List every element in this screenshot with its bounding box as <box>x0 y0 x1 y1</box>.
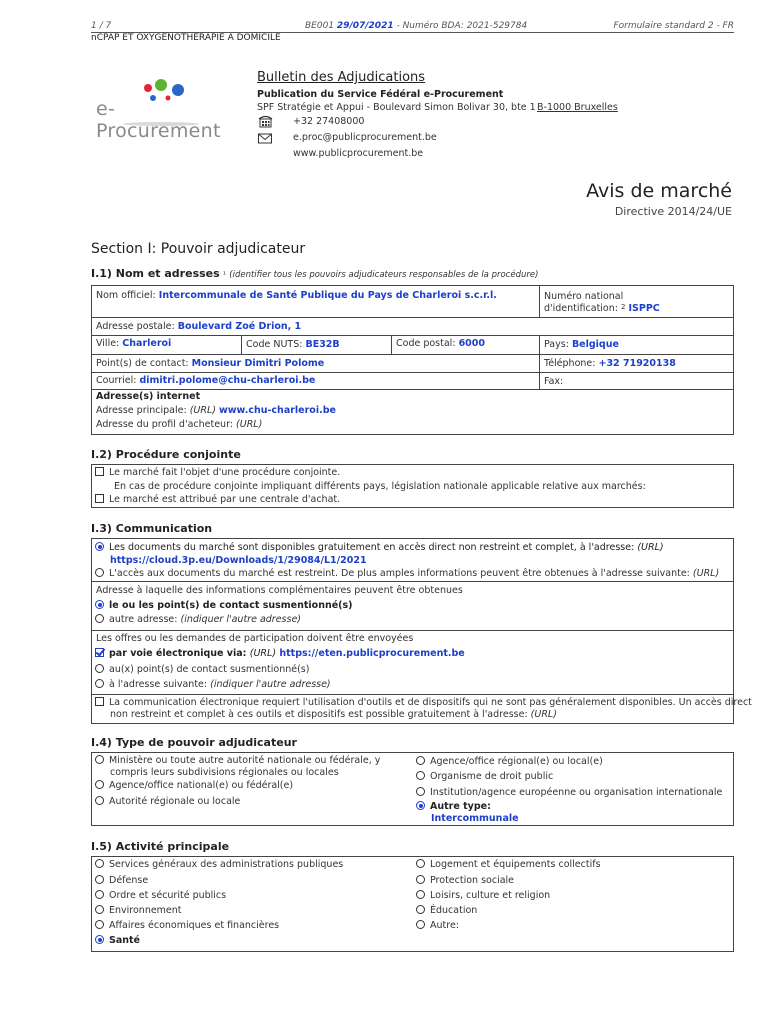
authority-type-other-option[interactable] <box>416 801 491 812</box>
offers-electronic-url-label: (URL) <box>249 648 277 659</box>
document-subtitle: nCPAP ET OXYGENOTHERAPIE A DOMICILE <box>91 33 281 43</box>
reference-number: - Numéro BDA: 2021-529784 <box>396 21 528 31</box>
activity-public-order-option[interactable] <box>95 890 226 901</box>
table-rule <box>91 354 734 355</box>
info-other-address-option[interactable] <box>95 614 301 625</box>
activity-defence-option[interactable] <box>95 875 148 886</box>
publisher-city: B-1000 Bruxelles <box>537 102 618 113</box>
postal-address-label: Adresse postale: <box>96 321 175 332</box>
section-title: Section I: Pouvoir adjudicateur <box>91 241 306 257</box>
offers-electronic-url[interactable]: https://eten.publicprocurement.be <box>279 648 465 659</box>
town-row <box>96 338 171 349</box>
offers-contact-point-radio[interactable] <box>95 664 104 673</box>
docs-restricted-radio[interactable] <box>95 568 104 577</box>
activity-general-services-radio[interactable] <box>95 859 104 868</box>
i3-heading: I.3) Communication <box>91 522 213 535</box>
reference-date: 29/07/2021 <box>336 21 394 31</box>
postal-code-label: Code postal: <box>396 338 456 349</box>
publisher-website[interactable]: www.publicprocurement.be <box>293 148 424 159</box>
table-rule <box>391 335 392 354</box>
i1-heading-line <box>91 267 538 280</box>
internet-addresses-title: Adresse(s) internet <box>96 391 201 402</box>
activity-environment-label: Environnement <box>109 905 182 916</box>
table-rule <box>91 372 734 373</box>
activity-other-radio[interactable] <box>416 920 425 929</box>
authority-type-regional-radio[interactable] <box>95 796 104 805</box>
i1-note: (identifier tous les pouvoirs adjudicateurs responsables de la procédure) <box>229 270 539 280</box>
table-rule <box>91 630 734 631</box>
offers-contact-point-label: au(x) point(s) de contact susmentionné(s) <box>109 664 310 675</box>
additional-info-title: Adresse à laquelle des informations complémentaires peuvent être obtenues <box>96 585 463 596</box>
logo-text: e-Procurement <box>96 98 221 142</box>
activity-other-label: Autre: <box>430 920 459 931</box>
tools-checkbox[interactable] <box>95 697 104 706</box>
joint-procurement-note: En cas de procédure conjointe impliquant différents pays, législation nationale applicable relative aux marchés: <box>114 481 646 492</box>
activity-social-protection-label: Protection sociale <box>430 875 515 886</box>
offers-electronic-checkbox[interactable] <box>95 648 104 657</box>
i5-heading: I.5) Activité principale <box>91 840 230 853</box>
main-activity-box <box>91 856 734 952</box>
authority-type-regional-option[interactable] <box>95 796 240 807</box>
activity-health-radio[interactable] <box>95 935 104 944</box>
i4-heading: I.4) Type de pouvoir adjudicateur <box>91 736 297 749</box>
joint-procurement-label: Le marché fait l'objet d'une procédure conjointe. <box>109 467 341 478</box>
authority-type-european-option[interactable] <box>416 787 722 798</box>
authority-type-national-agency-radio[interactable] <box>95 780 104 789</box>
activity-defence-radio[interactable] <box>95 875 104 884</box>
authority-type-national-agency-option[interactable] <box>95 780 293 791</box>
authority-type-ministry-label: Ministère ou toute autre autorité nationale ou fédérale, y <box>109 755 381 766</box>
nuts-value: BE32B <box>305 339 340 350</box>
tools-line2 <box>110 709 557 720</box>
buyer-profile-row <box>96 419 262 430</box>
activity-economic-option[interactable] <box>95 920 279 931</box>
reference-line <box>305 21 527 31</box>
envelope-icon <box>258 133 272 147</box>
table-rule <box>91 389 734 390</box>
publisher-address: SPF Stratégie et Appui - Boulevard Simon Bolivar 30, bte 1 <box>257 102 536 113</box>
country-value: Belgique <box>571 339 619 350</box>
activity-health-label: Santé <box>109 935 141 946</box>
central-purchasing-label: Le marché est attribué par une centrale d'achat. <box>109 494 341 505</box>
docs-restricted-option[interactable] <box>95 568 719 579</box>
national-id-label-1: Numéro national <box>544 291 624 302</box>
nuts-row <box>246 339 340 350</box>
bulletin-title: Bulletin des Adjudications <box>257 70 426 85</box>
activity-defence-label: Défense <box>109 875 149 886</box>
fax-label: Fax: <box>544 376 564 387</box>
offers-electronic-label: par voie électronique via: <box>109 648 247 659</box>
table-rule <box>241 335 242 354</box>
activity-general-services-label: Services généraux des administrations publiques <box>109 859 344 870</box>
activity-public-order-label: Ordre et sécurité publics <box>109 890 227 901</box>
table-rule <box>91 694 734 695</box>
activity-health-option[interactable] <box>95 935 140 946</box>
offers-contact-point-option[interactable] <box>95 664 309 675</box>
docs-available-radio[interactable] <box>95 542 104 551</box>
joint-procurement-checkbox[interactable] <box>95 467 104 476</box>
contact-point-row <box>96 358 324 369</box>
postal-address-row <box>96 321 301 332</box>
telephone-row <box>544 358 676 369</box>
tools-option[interactable] <box>95 697 752 708</box>
activity-housing-radio[interactable] <box>416 859 425 868</box>
town-label: Ville: <box>96 338 120 349</box>
offers-address-option[interactable] <box>95 679 331 690</box>
docs-available-label: Les documents du marché sont disponibles gratuitement en accès direct non restreint et complet, à l'adresse: <box>109 542 635 553</box>
authority-type-other-value: Intercommunale <box>431 813 519 824</box>
table-rule <box>539 285 540 317</box>
offers-title: Les offres ou les demandes de participation doivent être envoyées <box>96 633 414 644</box>
email-value[interactable]: dimitri.polome@chu-charleroi.be <box>139 375 316 386</box>
notice-title: Avis de marché <box>586 180 732 202</box>
authority-type-ministry-label-2: compris leurs subdivisions régionales ou locales <box>110 767 339 778</box>
authority-type-ministry-radio[interactable] <box>95 755 104 764</box>
activity-other-option[interactable] <box>416 920 459 931</box>
i1-heading: I.1) Nom et adresses <box>91 267 220 280</box>
docs-restricted-label: L'accès aux documents du marché est restreint. De plus amples informations peuvent être obtenues à l'adresse suivante: <box>109 568 690 579</box>
activity-environment-radio[interactable] <box>95 905 104 914</box>
table-rule <box>91 335 734 336</box>
publisher-email[interactable]: e.proc@publicprocurement.be <box>293 132 437 143</box>
offers-address-radio[interactable] <box>95 679 104 688</box>
buyer-profile-url-label: (URL) <box>236 419 263 430</box>
e-procurement-logo <box>96 76 226 142</box>
activity-recreation-option[interactable] <box>416 890 550 901</box>
offers-address-label: à l'adresse suivante: <box>109 679 208 690</box>
tools-url-label: (URL) <box>530 709 557 720</box>
authority-type-ministry-option[interactable] <box>95 755 380 766</box>
docs-available-option[interactable] <box>95 542 664 553</box>
activity-economic-label: Affaires économiques et financières <box>109 920 280 931</box>
tools-label-line2: non restreint et complet à ces outils et dispositifs est possible gratuitement à l'adresse: <box>110 709 528 720</box>
postal-code-row <box>396 338 485 349</box>
buyer-profile-label: Adresse du profil d'acheteur: <box>96 419 234 430</box>
town-value: Charleroi <box>122 338 172 349</box>
activity-recreation-radio[interactable] <box>416 890 425 899</box>
activity-environment-option[interactable] <box>95 905 182 916</box>
notice-directive: Directive 2014/24/UE <box>614 205 732 218</box>
i1-footnote-mark: ¹ <box>222 270 227 279</box>
activity-education-option[interactable] <box>416 905 477 916</box>
reference-prefix: BE001 <box>305 21 335 31</box>
national-id-label-2: d'identification: <box>544 303 618 314</box>
national-id-row <box>544 303 660 314</box>
activity-education-radio[interactable] <box>416 905 425 914</box>
authority-type-regional-agency-option[interactable] <box>416 756 603 767</box>
table-rule <box>91 317 734 318</box>
info-contact-point-option[interactable] <box>95 600 353 611</box>
official-name-row <box>96 290 497 301</box>
info-other-address-note: (indiquer l'autre adresse) <box>180 614 301 625</box>
authority-type-national-agency-label: Agence/office national(e) ou fédéral(e) <box>109 780 294 791</box>
info-other-address-label: autre adresse: <box>109 614 178 625</box>
offers-electronic-option[interactable] <box>95 648 465 659</box>
activity-public-order-radio[interactable] <box>95 890 104 899</box>
contact-point-value: Monsieur Dimitri Polome <box>191 358 325 369</box>
postal-code-value: 6000 <box>458 338 486 349</box>
nuts-label: Code NUTS: <box>246 339 303 350</box>
joint-procurement-option[interactable] <box>95 467 340 478</box>
authority-type-public-body-radio[interactable] <box>416 771 425 780</box>
activity-general-services-option[interactable] <box>95 859 343 870</box>
table-rule <box>91 581 734 582</box>
country-row <box>544 339 619 350</box>
authority-type-other-label: Autre type: <box>430 801 491 812</box>
email-label: Courriel: <box>96 375 137 386</box>
info-contact-point-radio[interactable] <box>95 600 104 609</box>
authority-type-european-radio[interactable] <box>416 787 425 796</box>
authority-type-public-body-option[interactable] <box>416 771 553 782</box>
docs-url-label: (URL) <box>637 542 664 553</box>
main-address-row <box>96 405 336 416</box>
main-address-label: Adresse principale: <box>96 405 187 416</box>
activity-housing-label: Logement et équipements collectifs <box>430 859 601 870</box>
authority-type-european-label: Institution/agence européenne ou organisation internationale <box>430 787 723 798</box>
contact-point-label: Point(s) de contact: <box>96 358 189 369</box>
main-address-value[interactable]: www.chu-charleroi.be <box>219 405 336 416</box>
email-row <box>96 375 315 386</box>
activity-social-protection-radio[interactable] <box>416 875 425 884</box>
national-id-value: ISPPC <box>628 303 660 314</box>
authority-type-other-radio[interactable] <box>416 801 425 810</box>
central-purchasing-checkbox[interactable] <box>95 494 104 503</box>
table-rule <box>539 335 540 389</box>
offers-address-note: (indiquer l'autre adresse) <box>210 679 331 690</box>
docs-url[interactable]: https://cloud.3p.eu/Downloads/1/29084/L1/2021 <box>110 555 367 566</box>
country-label: Pays: <box>544 339 569 350</box>
central-purchasing-option[interactable] <box>95 494 340 505</box>
i2-heading: I.2) Procédure conjointe <box>91 448 241 461</box>
phone-icon <box>258 115 273 131</box>
activity-education-label: Éducation <box>430 905 478 916</box>
tools-label-line1: La communication électronique requiert l'utilisation d'outils et de dispositifs qui ne sont pas généralement disponibles. Un accès direct <box>109 697 752 708</box>
form-name: Formulaire standard 2 - FR <box>613 21 734 31</box>
official-name-value: Intercommunale de Santé Publique du Pays de Charleroi s.c.r.l. <box>158 290 497 301</box>
info-other-address-radio[interactable] <box>95 614 104 623</box>
publisher-phone: +32 27408000 <box>293 116 365 127</box>
authority-type-regional-agency-label: Agence/office régional(e) ou local(e) <box>430 756 603 767</box>
main-address-url-label: (URL) <box>189 405 216 416</box>
page-number: 1 / 7 <box>91 21 112 31</box>
publication-line: Publication du Service Fédéral e-Procurement <box>257 89 504 100</box>
authority-type-regional-agency-radio[interactable] <box>416 756 425 765</box>
national-id-footnote: 2 <box>621 303 626 311</box>
activity-social-protection-option[interactable] <box>416 875 514 886</box>
telephone-value: +32 71920138 <box>598 358 676 369</box>
authority-type-regional-label: Autorité régionale ou locale <box>109 796 241 807</box>
activity-housing-option[interactable] <box>416 859 601 870</box>
official-name-label: Nom officiel: <box>96 290 156 301</box>
activity-economic-radio[interactable] <box>95 920 104 929</box>
postal-address-value: Boulevard Zoé Drion, 1 <box>177 321 302 332</box>
docs-restricted-url-label: (URL) <box>692 568 720 579</box>
authority-type-public-body-label: Organisme de droit public <box>430 771 554 782</box>
telephone-label: Téléphone: <box>544 358 596 369</box>
info-contact-point-label: le ou les point(s) de contact susmentionné(s) <box>109 600 353 611</box>
activity-recreation-label: Loisirs, culture et religion <box>430 890 551 901</box>
